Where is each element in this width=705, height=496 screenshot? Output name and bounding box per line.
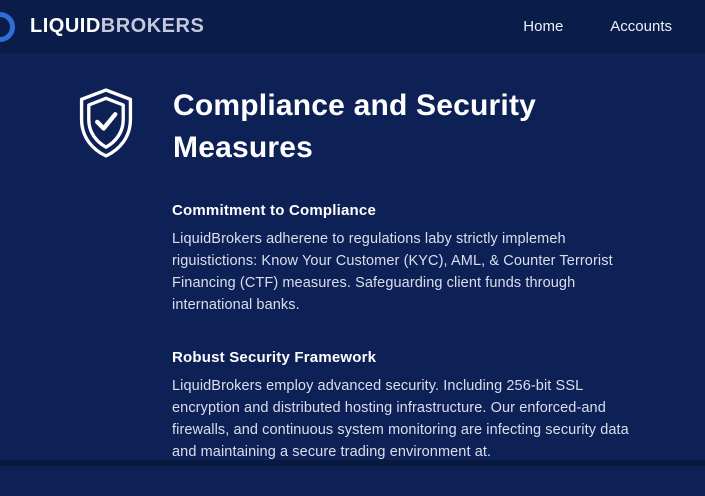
page-title: Compliance and Security Measures <box>173 89 537 164</box>
section-body-text: LiquidBrokers adherene to regulations laby strictly implemeh riguistictions: Know Your Customer (KYC), AML, & Counter Terrorist Financing (CTF) measures. Safeguarding client funds through international banks. <box>172 231 613 313</box>
section-heading: Commitment to Compliance <box>172 202 376 219</box>
logo[interactable] <box>30 15 204 38</box>
section-body-text: LiquidBrokers employ advanced security. Including 256-bit SSL encryption and distributed hosting infrastructure. Our enforced-and firewalls, and continuous system monitoring are infecting security data and maintaining a secure trading environment at. <box>172 378 629 460</box>
nav-link-home[interactable]: Home <box>523 18 564 35</box>
main-nav <box>523 18 672 35</box>
section-commitment-to-compliance <box>172 202 644 316</box>
top-nav-bar <box>0 0 705 53</box>
logo-part-brokers: BROKERS <box>100 15 205 37</box>
logo-text <box>30 15 204 38</box>
section-robust-security-framework <box>172 349 644 463</box>
footer-strip <box>0 460 705 466</box>
nav-link-accounts[interactable]: Accounts <box>610 18 672 35</box>
logo-circle-icon <box>0 12 15 42</box>
logo-part-liquid: LIQUID <box>30 15 101 37</box>
section-heading: Robust Security Framework <box>172 349 377 366</box>
shield-check-icon <box>75 87 137 159</box>
hero-section <box>75 85 635 169</box>
page-content <box>172 202 644 496</box>
